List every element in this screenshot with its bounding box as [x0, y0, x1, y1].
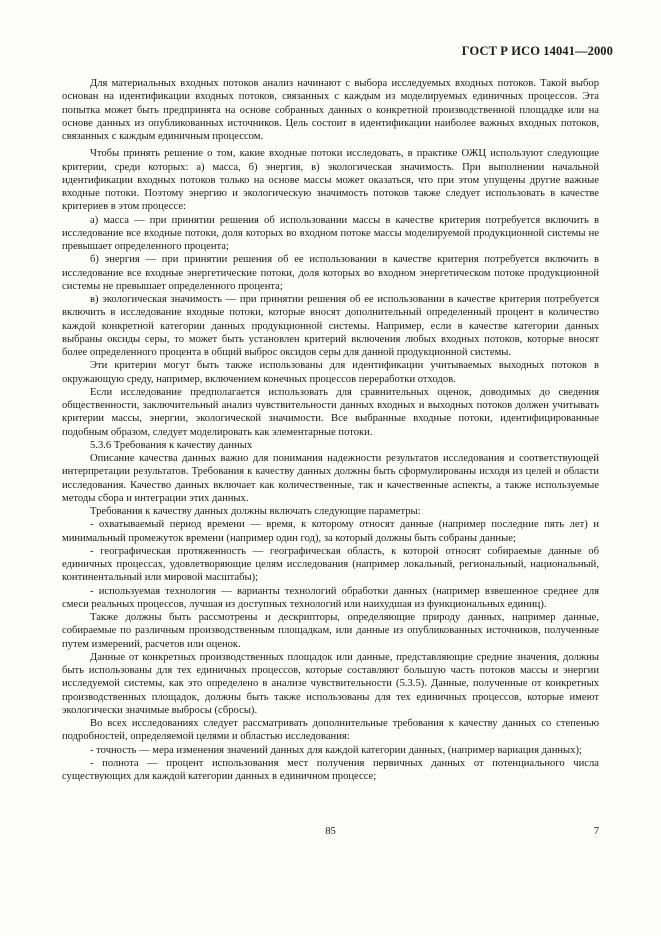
- paragraph-output-flows: Эти критерии могут быть также использованы для идентификации учитываемых выходных потоков в окружающую среду, например, включением конечных процессов переработки отходов.: [62, 360, 599, 385]
- paragraph-additional-requirements: Во всех исследованиях следует рассматривать дополнительные требования к качеству данных со степенью подробностей, определяемой целями и областью исследования:: [62, 718, 599, 743]
- list-item-time-period: - охватываемый период времени — время, к которому относят данные (например последние пять лет) и минимальный промежуток времени (например один год), за который должны быть собраны данные;: [62, 519, 599, 544]
- list-item-geography: - географическая протяженность — географическая область, к которой относят собираемые данные об единичных процессах, удовлетворяющие целям исследования (например локальный, региональный, национальный, континентальный или мировой масштабы);: [62, 545, 599, 584]
- sheet-number: 7: [593, 826, 599, 837]
- paragraph-criteria-intro: Чтобы принять решение о том, какие входные потоки исследовать, в практике ОЖЦ используют следующие критерии, среди которых: а) масса, б) энергия, в) экологическая значимость. При выполнении начальной идентификации входных потоков только на основе массы может оказаться, что при этом упущены другие важные входные потоки. Поэтому энергию и экологическую значимость потоков также следует использовать в качестве критериев в этом процессе:: [62, 148, 599, 213]
- paragraph-quality-parameters: Требования к качеству данных должны включать следующие параметры:: [90, 506, 421, 517]
- page-number: 85: [325, 826, 336, 837]
- paragraph-criterion-ecological: в) экологическая значимость — при принятии решения об ее использовании в качестве критерия потребуется включить в исследование входные потоки, которые вносят дополнительный определенный процент в количество каждой конкретной категории данных продукционной системы. Например, если в качестве категории данных выбраны оксиды серы, то может быть установлен критерий включения любых входных потоков, которые вносят более определенного процента в общий выброс оксидов серы для данной продукционной системы.: [62, 294, 599, 358]
- body-text: [62, 77, 599, 783]
- list-item-technology: - используемая технология — варианты технологий обработки данных (например взвешенное среднее для смеси реальных процессов, лучшая из доступных технологий или наихудшая из функциональных единиц).: [62, 585, 599, 610]
- paragraph-material-flows: Для материальных входных потоков анализ начинают с выбора исследуемых входных потоков. Такой выбор основан на идентификации входных потоков, связанных с каждым из моделируемых единичных процессов. Эта попытка может быть предпринята на основе собранных данных о конкретной производственной площадке или на основе данных из опубликованных источников. Цель состоит в идентификации наиболее важных входных потоков, связанных с каждым единичным процессом.: [62, 78, 599, 142]
- section-heading-data-quality: 5.3.6 Требования к качеству данных: [90, 439, 253, 451]
- paragraph-criterion-energy: б) энергия — при принятии решения об ее использовании в качестве критерия потребуется включить в исследование все входные энергетические потоки, доля которых во входном энергетическом потоке продукционной системы не превышает определенного процента;: [62, 254, 599, 292]
- paragraph-quality-description: Описание качества данных важно для понимания надежности результатов исследования и соответствующей интерпретации результатов. Требования к качеству данных должны быть сформулированы исходя из целей и области исследования. Качество данных включает как количественные, так и качественные аспекты, а также используемые методы сбора и интеграции этих данных.: [62, 453, 599, 504]
- paragraph-comparative: Если исследование предполагается использовать для сравнительных оценок, доводимых до сведения общественности, заключительный анализ чувствительности данных входных и выходных потоков должен учитывать критерии массы, энергии, экологической значимости. Все выбранные входные потоки, идентифицированные подобным образом, следует моделировать как элементарные потоки.: [62, 386, 599, 438]
- list-item-completeness: - полнота — процент использования мест получения первичных данных от потенциального числа существующих для каждой категории данных в единичном процессе;: [62, 757, 599, 782]
- paragraph-site-data: Данные от конкретных производственных площадок или данные, представляющие средние значения, должны быть использованы для тех единичных процессов, которые составляют большую часть потоков массы и энергии исследуемой системы, как это определено в анализе чувствительности (5.3.5). Данные, полученные от конкретных производственных площадок, должны быть также использованы для тех единичных процессов, которые имеют экологически значимые выбросы (сбросы).: [62, 651, 599, 716]
- list-item-precision: - точность — мера изменения значений данных для каждой категории данных, (например вариация данных);: [90, 744, 582, 756]
- paragraph-descriptors: Также должны быть рассмотрены и дескрипторы, определяющие природу данных, например данные, собираемые по различным производственным площадкам, или данные из опубликованных источников, полученные путем измерений, расчетов или оценок.: [62, 612, 599, 650]
- standard-header: ГОСТ Р ИСО 14041—2000: [461, 44, 613, 58]
- paragraph-criterion-mass: а) масса — при принятии решения об использовании массы в качестве критерия потребуется включить в исследование все входные потоки, доля которых во входном потоке массы моделируемой продукционной системы не превышает определенного процента;: [62, 214, 599, 252]
